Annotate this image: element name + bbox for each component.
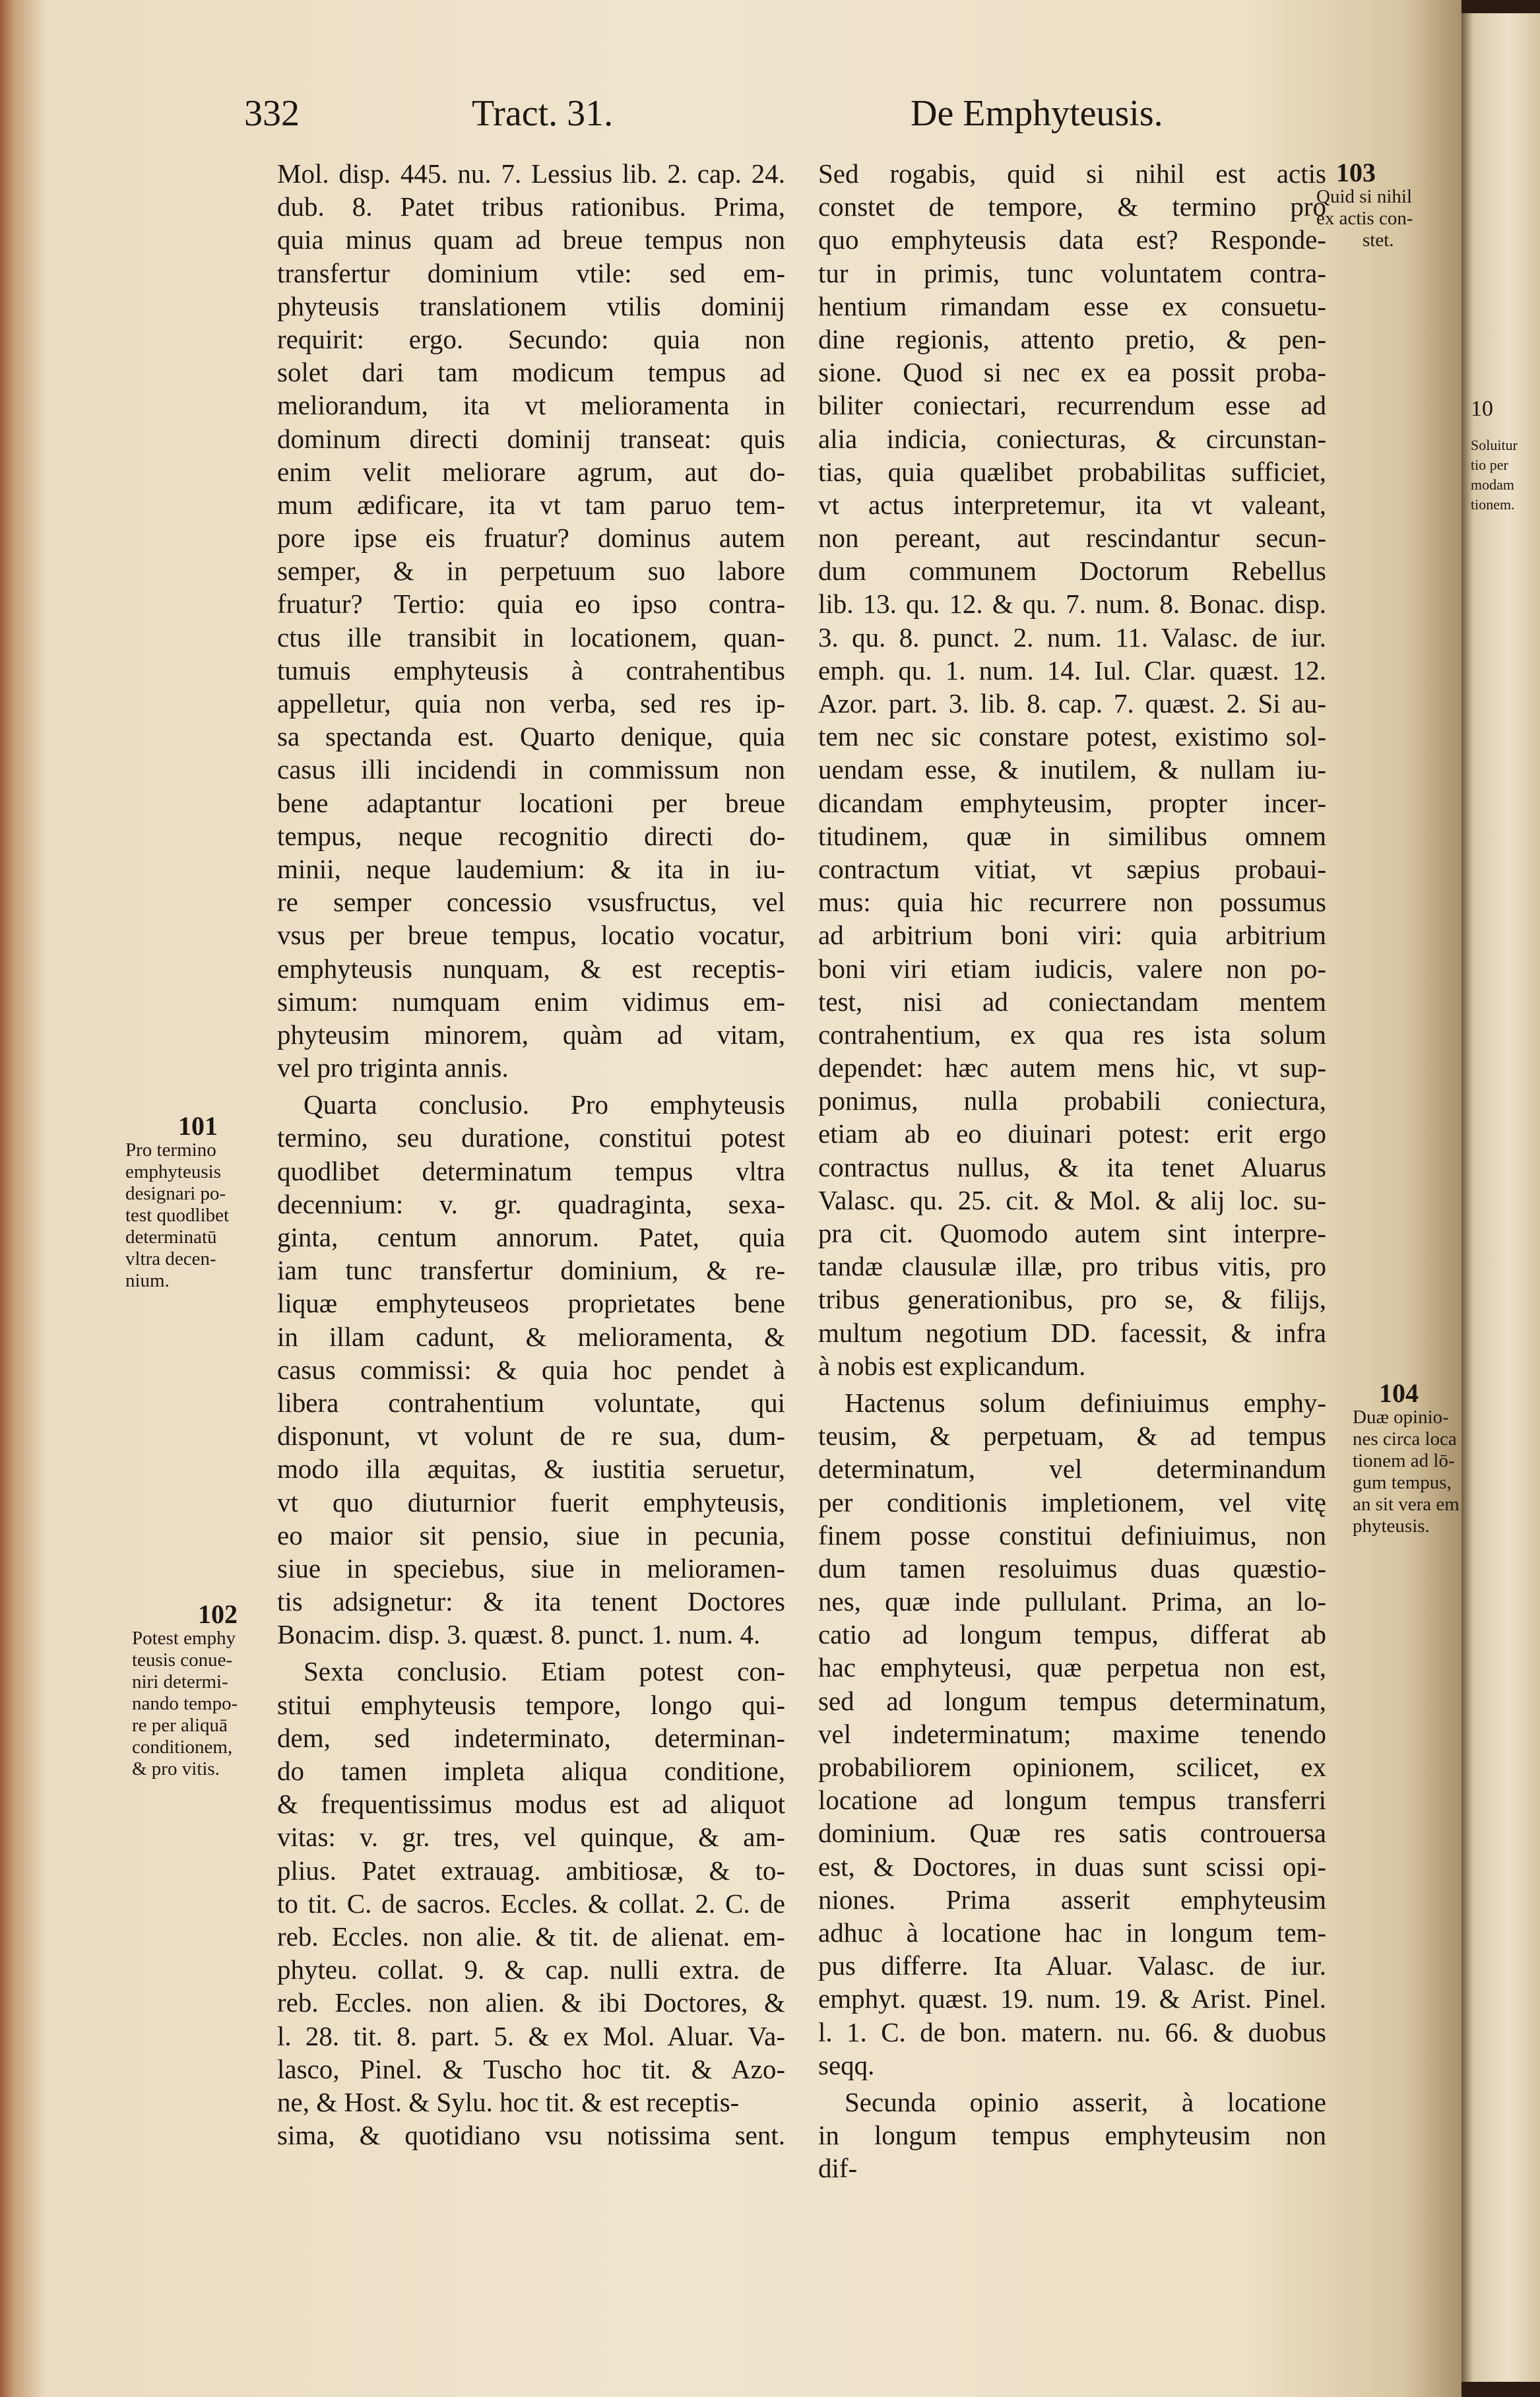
text-line: dub. 8. Patet tribus rationibus. Prima, xyxy=(277,191,785,222)
text-line: contractum vitiat, vt sæpius probaui- xyxy=(818,853,1326,884)
running-head xyxy=(244,92,1306,152)
margin-note-line: stet. xyxy=(1363,230,1394,251)
margin-note-number: 104 xyxy=(1379,1378,1419,1408)
text-line: Hactenus solum definiuimus emphy- xyxy=(845,1387,1326,1418)
text-line: appelletur, quia non verba, sed res ip- xyxy=(277,688,785,719)
text-line: Azor. part. 3. lib. 8. cap. 7. quæst. 2. Si au- xyxy=(818,688,1326,719)
text-line: uendam esse, & inutilem, & nullam iu- xyxy=(818,754,1326,785)
text-line: multum negotium DD. facessit, & infra xyxy=(818,1317,1326,1348)
text-line: lasco, Pinel. & Tuscho hoc tit. & Azo- xyxy=(277,2053,785,2084)
margin-note-line: Pro termino xyxy=(125,1139,216,1161)
text-line: tur in primis, tunc voluntatem contra- xyxy=(818,257,1326,288)
text-line: libera contrahentium voluntate, qui xyxy=(277,1387,785,1418)
text-line: tis adsignetur: & ita tenent Doctores xyxy=(277,1586,785,1617)
text-line: dem, sed indeterminato, determinan- xyxy=(277,1722,785,1753)
text-line: reb. Eccles. non alie. & tit. de alienat. em- xyxy=(277,1921,785,1952)
text-line: meliorandum, ita vt melioramenta in xyxy=(277,390,785,421)
text-line: in illam cadunt, & melioramenta, & xyxy=(277,1321,785,1352)
text-line: eo maior sit pensio, siue in pecunia, xyxy=(277,1519,785,1550)
text-line: dine regionis, attento pretio, & pen- xyxy=(818,323,1326,354)
text-line: titudinem, quæ in similibus omnem xyxy=(818,820,1326,851)
text-line: siue in speciebus, siue in melioramen- xyxy=(277,1552,785,1583)
margin-note-line: emphyteusis xyxy=(125,1161,221,1182)
margin-note-line: teusis conue- xyxy=(132,1649,233,1671)
text-line: determinatum, vel determinandum xyxy=(818,1454,1326,1485)
text-line: modo illa æquitas, & iustitia seruetur, xyxy=(277,1454,785,1485)
text-line: tempus, neque recognitio directi do- xyxy=(277,820,785,851)
margin-note-line: designari po- xyxy=(125,1183,226,1204)
margin-note-101 xyxy=(125,1111,230,1292)
text-line: decennium: v. gr. quadraginta, sexa- xyxy=(277,1188,785,1219)
tract-label: Tract. 31. xyxy=(472,93,614,134)
text-line: tem nec sic constare potest, existimo sol- xyxy=(818,721,1326,752)
text-line: Valasc. qu. 25. cit. & Mol. & alij loc. su- xyxy=(818,1184,1326,1215)
text-line: iam tunc transfertur dominium, & re- xyxy=(277,1255,785,1286)
text-line: dum communem Doctorum Rebellus xyxy=(818,556,1326,587)
text-line: tias, quia quælibet probabilitas sufficiet, xyxy=(818,456,1326,487)
text-line: etiam ab eo diuinari potest: erit ergo xyxy=(818,1118,1326,1149)
text-line: mus: quia hic recurrere non possumus xyxy=(818,887,1326,918)
text-line: vt quo diuturnior fuerit emphyteusis, xyxy=(277,1486,785,1518)
margin-note-line: an sit vera em xyxy=(1353,1494,1460,1515)
text-line: adhuc à locatione hac in longum tem- xyxy=(818,1917,1326,1948)
margin-note-line: vltra decen- xyxy=(125,1248,216,1269)
text-line: boni viri etiam iudicis, valere non po- xyxy=(818,953,1326,984)
adjacent-page-note-line: Soluitur xyxy=(1471,437,1518,453)
margin-note-line: test quodlibet xyxy=(125,1205,230,1226)
text-line: sed ad longum tempus determinatum, xyxy=(818,1685,1326,1716)
text-line: termino, seu duratione, constitui potest xyxy=(277,1122,785,1153)
text-line: vel indeterminatum; maxime tenendo xyxy=(818,1718,1326,1749)
text-line: pore ipse eis fruatur? dominus autem xyxy=(277,523,785,554)
page-title: De Emphyteusis. xyxy=(911,93,1163,134)
text-line: constet de tempore, & termino pro xyxy=(818,191,1326,222)
text-line: plius. Patet extrauag. ambitiosæ, & to- xyxy=(277,1855,785,1886)
text-line: Quarta conclusio. Pro emphyteusis xyxy=(304,1089,785,1120)
text-line: disponunt, vt volunt de re sua, dum- xyxy=(277,1421,785,1452)
text-line: ponimus, nulla probabili coniectura, xyxy=(818,1085,1326,1116)
text-line: transfertur dominium vtile: sed em- xyxy=(277,257,785,288)
adjacent-page-note-line: tio per xyxy=(1471,457,1508,473)
text-line: quodlibet determinatum tempus vltra xyxy=(277,1155,785,1186)
text-line: contractus nullus, & ita tenet Aluarus xyxy=(818,1151,1326,1182)
margin-note-line: nium. xyxy=(125,1270,170,1291)
margin-note-line: niri determi- xyxy=(132,1671,228,1692)
text-line: casus commissi: & quia hoc pendet à xyxy=(277,1354,785,1385)
text-line: sa spectanda est. Quarto denique, quia xyxy=(277,721,785,752)
text-line: bene adaptantur locationi per breue xyxy=(277,787,785,818)
margin-note-number: 103 xyxy=(1336,158,1376,187)
text-line: emphyteusis nunquam, & est receptis- xyxy=(277,953,785,984)
adjacent-page-note-line: tionem. xyxy=(1471,496,1515,513)
margin-note-number: 101 xyxy=(178,1111,218,1141)
margin-note-line: Duæ opinio- xyxy=(1353,1407,1449,1428)
text-line: ne, & Host. & Sylu. hoc tit. & est receptis- xyxy=(277,2086,740,2117)
text-line: minii, neque laudemium: & ita in iu- xyxy=(277,853,785,884)
margin-note-line: ex actis con- xyxy=(1316,208,1413,229)
margin-note-line: nes circa loca xyxy=(1353,1428,1457,1450)
text-line: Sexta conclusio. Etiam potest con- xyxy=(304,1656,785,1687)
text-line: teusim, & perpetuam, & ad tempus xyxy=(818,1421,1326,1452)
text-line: sione. Quod si nec ex ea possit proba- xyxy=(818,357,1326,388)
text-line: dum tamen resoluimus duas quæstio- xyxy=(818,1552,1326,1583)
text-line: non pereant, aut rescindantur secun- xyxy=(818,523,1326,554)
text-line: solet dari tam modicum tempus ad xyxy=(277,357,785,388)
text-line: dicandam emphyteusim, propter incer- xyxy=(818,787,1326,818)
text-line: à nobis est explicandum. xyxy=(818,1350,1086,1381)
text-line: lib. 13. qu. 12. & qu. 7. num. 8. Bonac. disp. xyxy=(818,589,1326,620)
text-line: semper, & in perpetuum suo labore xyxy=(277,556,785,587)
margin-note-line: conditionem, xyxy=(132,1737,233,1758)
page-number: 332 xyxy=(244,93,300,134)
text-line: re semper concessio vsusfructus, vel xyxy=(277,887,785,918)
text-line: casus illi incidendi in commissum non xyxy=(277,754,785,785)
text-line: niones. Prima asserit emphyteusim xyxy=(818,1884,1326,1915)
margin-note-104 xyxy=(1353,1378,1460,1537)
text-line: seqq. xyxy=(818,2049,875,2080)
text-line: & frequentissimus modus est ad aliquot xyxy=(277,1789,785,1820)
text-line: simum: numquam enim vidimus em- xyxy=(277,986,785,1017)
text-line: emphyt. quæst. 19. num. 19. & Arist. Pinel. xyxy=(818,1983,1326,2014)
text-line: pra cit. Quomodo autem sint interpre- xyxy=(818,1218,1326,1248)
text-line: ad arbitrium boni viri: quia arbitrium xyxy=(818,920,1326,951)
text-line: quo emphyteusis data est? Responde- xyxy=(818,224,1326,255)
text-line: Secunda opinio asserit, à locatione xyxy=(845,2086,1326,2117)
text-line: dominium. Quæ res satis controuersa xyxy=(818,1818,1326,1849)
text-line: dominum directi dominij transeat: quis xyxy=(277,423,785,454)
text-line: tumuis emphyteusis à contrahentibus xyxy=(277,655,785,686)
text-line: in longum tempus emphyteusim non xyxy=(818,2120,1326,2151)
text-line: ctus ille transibit in locationem, quan- xyxy=(277,622,785,653)
margin-note-line: tionem ad lō- xyxy=(1353,1450,1455,1471)
text-line: do tamen impleta aliqua conditione, xyxy=(277,1756,785,1786)
text-line: fruatur? Tertio: quia eo ipso contra- xyxy=(277,589,785,620)
text-line: dependet: hæc autem mens hic, vt sup- xyxy=(818,1052,1326,1083)
text-line: hentium rimandam esse ex consuetu- xyxy=(818,290,1326,321)
text-line: l. 28. tit. 8. part. 5. & ex Mol. Aluar. Va- xyxy=(277,2020,785,2051)
text-line: Mol. disp. 445. nu. 7. Lessius lib. 2. cap. 24. xyxy=(277,158,785,189)
text-line: phyteu. collat. 9. & cap. nulli extra. de xyxy=(277,1954,785,1985)
margin-note-line: re per aliquā xyxy=(132,1715,228,1736)
text-line: vitas: v. gr. tres, vel quinque, & am- xyxy=(277,1822,785,1853)
text-line: contrahentium, ex qua res ista solum xyxy=(818,1019,1326,1050)
text-line: to tit. C. de sacros. Eccles. & collat. 2. C. de xyxy=(277,1888,785,1919)
text-line: Bonacim. disp. 3. quæst. 8. punct. 1. num. 4. xyxy=(277,1619,761,1650)
text-line: ginta, centum annorum. Patet, quia xyxy=(277,1222,785,1252)
text-line: 3. qu. 8. punct. 2. num. 11. Valasc. de iur. xyxy=(818,622,1326,653)
margin-note-103 xyxy=(1316,158,1413,251)
text-line: alia indicia, coniecturas, & circunstan- xyxy=(818,423,1326,454)
margin-note-number: 102 xyxy=(198,1599,238,1629)
text-line: requirit: ergo. Secundo: quia non xyxy=(277,323,785,354)
text-line: probabiliorem opinionem, scilicet, ex xyxy=(818,1752,1326,1782)
text-line: finem posse constitui definiuimus, non xyxy=(818,1519,1326,1550)
text-line: pus differre. Ita Aluar. Valasc. de iur. xyxy=(818,1950,1326,1981)
text-line: quia minus quam ad breue tempus non xyxy=(277,224,785,255)
adjacent-page-number: 10 xyxy=(1471,397,1493,421)
text-line: liquæ emphyteuseos proprietates bene xyxy=(277,1288,785,1319)
text-line: dif- xyxy=(818,2153,858,2184)
margin-note-line: determinatū xyxy=(125,1227,217,1248)
adjacent-page-edge xyxy=(1461,13,1540,2382)
text-line: reb. Eccles. non alien. & ibi Doctores, & xyxy=(277,1987,785,2018)
text-line: test, nisi ad coniectandam mentem xyxy=(818,986,1326,1017)
margin-note-line: Potest emphy xyxy=(132,1628,236,1649)
text-line: stitui emphyteusis tempore, longo qui- xyxy=(277,1689,785,1720)
left-text-column xyxy=(277,157,785,2152)
text-line: vsus per breue tempus, locatio vocatur, xyxy=(277,920,785,951)
text-line: nes, quæ inde pullulant. Prima, an lo- xyxy=(818,1586,1326,1617)
margin-note-102 xyxy=(132,1599,238,1780)
margin-note-line: gum tempus, xyxy=(1353,1472,1452,1493)
right-text-column xyxy=(818,157,1326,2185)
margin-note-line: Quid si nihil xyxy=(1316,186,1413,207)
text-line: vel pro triginta annis. xyxy=(277,1052,509,1083)
text-line: phyteusis translationem vtilis dominij xyxy=(277,290,785,321)
margin-note-line: nando tempo- xyxy=(132,1693,238,1714)
text-line: l. 1. C. de bon. matern. nu. 66. & duobus xyxy=(818,2016,1326,2047)
text-line: mum ædificare, ita vt tam paruo tem- xyxy=(277,489,785,520)
adjacent-page-note-line: modam xyxy=(1471,476,1514,493)
text-line: tandæ clausulæ illæ, pro tribus vitis, pro xyxy=(818,1251,1326,1282)
text-line: per conditionis impletionem, vel vitę xyxy=(818,1486,1326,1518)
margin-note-line: phyteusis. xyxy=(1353,1516,1430,1537)
text-line: tribus generationibus, pro se, & filijs, xyxy=(818,1284,1326,1315)
text-line: hac emphyteusi, quæ perpetua non est, xyxy=(818,1652,1326,1683)
margin-note-line: & pro vitis. xyxy=(132,1758,220,1779)
text-line: enim velit meliorare agrum, aut do- xyxy=(277,456,785,487)
text-line: emph. qu. 1. num. 14. Iul. Clar. quæst. 12. xyxy=(818,655,1326,686)
text-line: biliter coniectari, recurrendum esse ad xyxy=(818,390,1326,421)
text-line: locatione ad longum tempus transferri xyxy=(818,1785,1326,1816)
text-line: catio ad longum tempus, differat ab xyxy=(818,1619,1326,1650)
text-line: sima, & quotidiano vsu notissima sent. xyxy=(277,2120,785,2151)
text-line: Sed rogabis, quid si nihil est actis xyxy=(818,158,1326,189)
text-line: vt actus interpretemur, ita vt valeant, xyxy=(818,489,1326,520)
text-line: phyteusim minorem, quàm ad vitam, xyxy=(277,1019,785,1050)
text-line: est, & Doctores, in duas sunt scissi opi- xyxy=(818,1851,1326,1882)
